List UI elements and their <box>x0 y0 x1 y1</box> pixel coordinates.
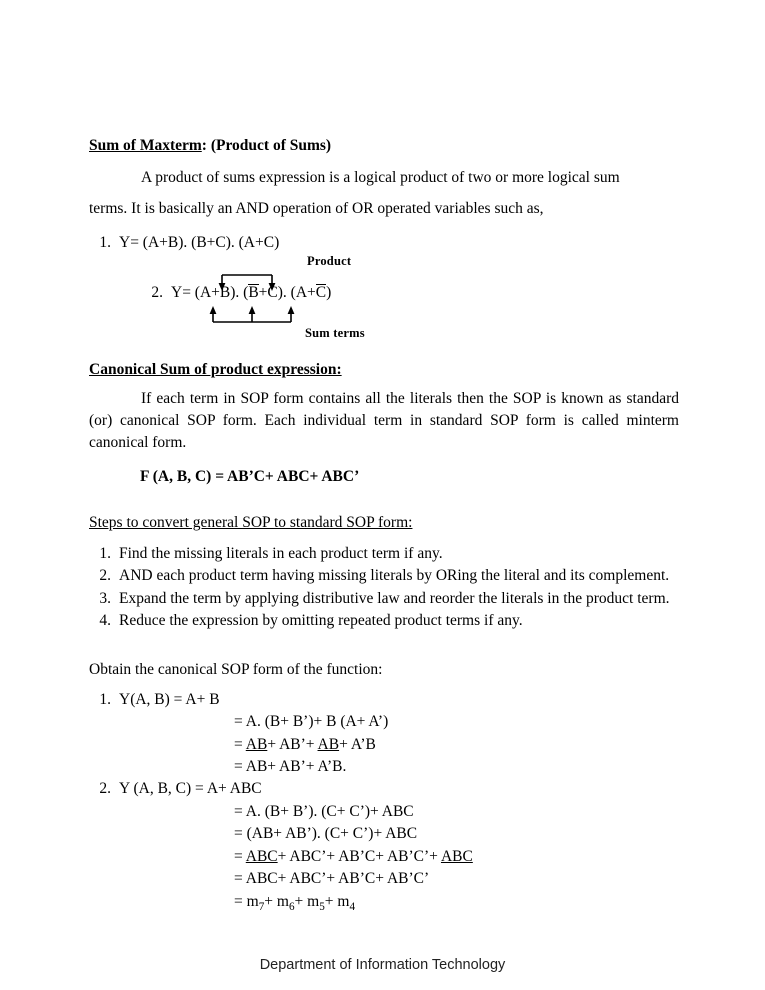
maxterm-expression-list <box>89 232 679 254</box>
heading-sum-of-maxterm-rest: : (Product of Sums) <box>201 137 332 154</box>
maxterm-paragraph-line1: A product of sums expression is a logical product of two or more logical sum <box>141 169 620 187</box>
list-item-number: 3. <box>99 589 111 607</box>
underlined-term-2: ABC <box>440 847 473 865</box>
heading-canonical-sop-text: Canonical Sum of product expression: <box>89 361 342 379</box>
list-item-number: 1. <box>99 544 111 562</box>
list-item <box>89 565 679 587</box>
heading-sum-of-maxterm <box>89 136 679 155</box>
minterm-subscript-2: 6 <box>288 900 295 913</box>
example-1-function: Y(A, B) = A+ B <box>119 690 220 708</box>
page-footer: Department of Information Technology <box>259 957 506 973</box>
heading-steps-to-convert: Steps to convert general SOP to standard SOP form: <box>89 514 413 532</box>
list-item <box>89 232 679 254</box>
list-item-text: Expand the term by applying distributive law and reorder the literals in the product term. <box>119 589 670 607</box>
list-item-number: 2. <box>99 567 111 585</box>
minterm-subscript-1: 7 <box>258 900 265 913</box>
list-item-number: 2. <box>99 780 111 798</box>
list-item-text: Find the missing literals in each product term if any. <box>119 544 443 562</box>
maxterm-expression-1: Y= (A+B). (B+C). (A+C) <box>119 233 280 251</box>
example-1-heading <box>89 689 679 711</box>
list-item-number: 1. <box>99 690 111 708</box>
sum-terms-arrow-1-head <box>210 306 217 314</box>
eq-sign: = <box>234 847 246 865</box>
minterm-subscript-3: 5 <box>319 900 325 913</box>
list-item-number: 4. <box>99 612 111 630</box>
term-middle: + AB’+ <box>267 735 318 753</box>
sum-terms-arrow-2-head <box>249 306 256 314</box>
overbar-b: B <box>248 284 259 302</box>
example-2-heading <box>89 778 679 800</box>
heading-sum-of-maxterm-underlined: Sum of Maxterm <box>89 137 202 154</box>
maxterm-paragraph-line2: terms. It is basically an AND operation of OR operated variables such as, <box>89 199 544 217</box>
label-sum-terms: Sum terms <box>305 326 365 341</box>
underlined-term-1: AB <box>245 735 268 753</box>
list-item-number: 2. <box>151 284 163 302</box>
example-2-line-3 <box>89 846 679 868</box>
minterm-subscript-4: 4 <box>349 900 356 913</box>
example-2-function: Y (A, B, C) = A+ ABC <box>119 780 262 798</box>
example-2-line-1: = A. (B+ B’). (C+ C’)+ ABC <box>234 802 414 820</box>
list-item-text: Reduce the expression by omitting repeated product terms if any. <box>119 612 523 630</box>
example-2-line-2: = (AB+ AB’). (C+ C’)+ ABC <box>234 825 418 843</box>
sum-terms-arrow-3-head <box>288 306 295 314</box>
eq-sign: = <box>234 735 246 753</box>
canonical-formula: F (A, B, C) = AB’C+ ABC+ ABC’ <box>140 467 360 485</box>
overbar-c: C <box>315 284 327 302</box>
product-sum-annotated-diagram <box>89 254 679 346</box>
minterm-plus-1: + m <box>264 892 289 910</box>
expr-mid: +C). (A+ <box>258 284 316 302</box>
underlined-term-2: AB <box>317 735 340 753</box>
list-item <box>89 588 679 610</box>
list-item <box>89 610 679 632</box>
term-tail: + A’B <box>339 735 376 753</box>
expr-suffix: ) <box>326 284 332 302</box>
list-item <box>89 543 679 565</box>
underlined-term-1: ABC <box>245 847 278 865</box>
minterm-plus-3: + m <box>324 892 350 910</box>
example-1-line-2 <box>89 734 679 756</box>
expr-prefix: Y= (A+B). ( <box>171 284 249 302</box>
canonical-paragraph: If each term in SOP form contains all the literals then the SOP is known as standard (or) canonical SOP form. Each individual term in standard SOP form is called minterm canonical form. <box>89 389 679 451</box>
minterm-eq: = m <box>234 892 259 910</box>
list-item-number: 1. <box>99 233 111 251</box>
minterm-plus-2: + m <box>294 892 320 910</box>
examples-intro: Obtain the canonical SOP form of the function: <box>89 660 383 678</box>
label-product: Product <box>307 254 352 269</box>
heading-canonical-sop <box>89 360 679 379</box>
example-1-line-1: = A. (B+ B’)+ B (A+ A’) <box>234 713 389 731</box>
example-1-line-3: = AB+ AB’+ A’B. <box>234 758 347 775</box>
list-item-text: AND each product term having missing literals by ORing the literal and its complement. <box>119 567 670 585</box>
example-2-line-4: = ABC+ ABC’+ AB’C+ AB’C’ <box>234 870 430 888</box>
example-2-line-5-minterms <box>89 891 679 915</box>
steps-list <box>89 543 679 633</box>
maxterm-expression-2 <box>141 284 331 302</box>
term-middle: + ABC’+ AB’C+ AB’C’+ <box>277 847 441 865</box>
document-body <box>89 136 679 915</box>
